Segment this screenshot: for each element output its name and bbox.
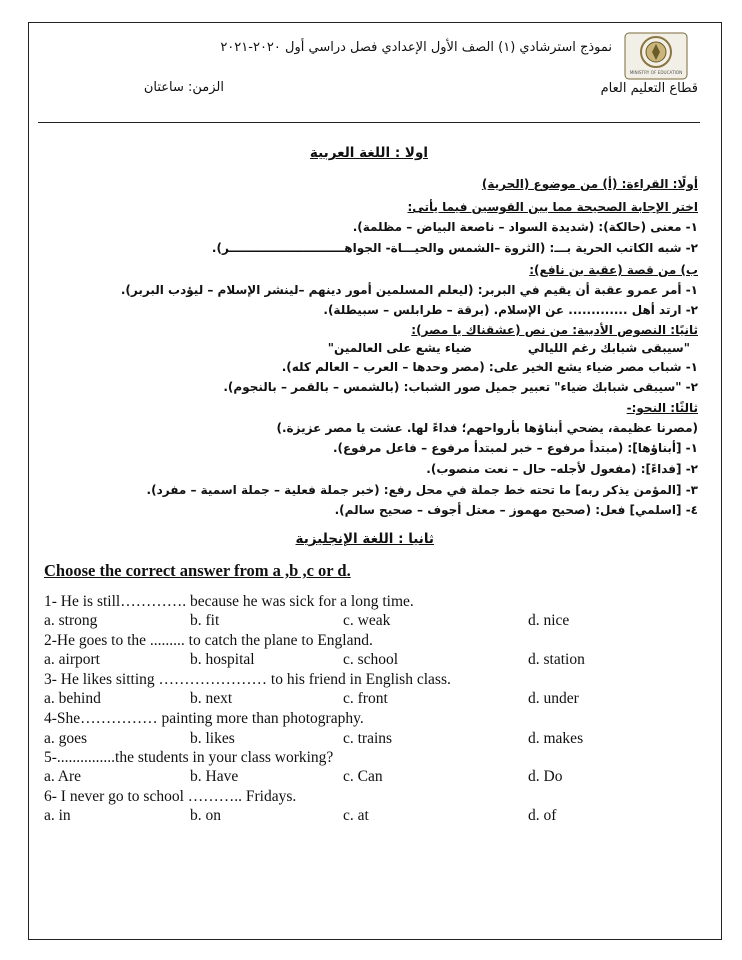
option-b: b. on (190, 807, 221, 824)
question-text: 4-She…………… painting more than photography. (44, 710, 364, 727)
question-text: 1- He is still…………. because he was sick for a long time. (44, 593, 414, 610)
option-a: a. Are (44, 768, 82, 785)
arabic-section-title: اولا : اللغة العربية (309, 145, 428, 161)
option-a: a. behind (44, 690, 101, 707)
reading-title: أولًا: القراءة: (أ) من موضوع (الحرية) (481, 177, 698, 191)
option-d: d. nice (528, 612, 570, 629)
story-title: ب) من قصة (عقبة بن نافع): (529, 263, 698, 277)
sector-label: قطاع التعليم العام (600, 81, 698, 96)
option-a: a. airport (44, 651, 100, 668)
option-d: d. under (528, 690, 579, 707)
verse-first-hemistich: "سيبقى شبابك رغم الليالي (527, 341, 690, 355)
option-d: d. Do (528, 768, 563, 785)
ministry-logo (624, 32, 688, 80)
question-text: 3- He likes sitting ………………… to his friend in English class. (44, 671, 451, 688)
option-c: c. front (343, 690, 388, 707)
texts-item: ٢- "سيبقى شبابك ضياء" تعبير جميل صور الشباب: (بالشمس – بالقمر – بالنجوم). (223, 380, 698, 394)
english-instruction: Choose the correct answer from a ,b ,c or d. (44, 561, 351, 580)
option-a: a. in (44, 807, 71, 824)
verse-second-hemistich: ضياء يشع على العالمين" (327, 341, 472, 355)
question-text: 2-He goes to the ......... to catch the plane to England. (44, 632, 373, 649)
texts-title: ثانيًا: النصوص الأدبية: من نص (عشقناك يا مصر): (411, 323, 698, 337)
exam-title: نموذج استرشادي (١) الصف الأول الإعدادي فصل دراسي أول ٢٠٢٠-٢٠٢١ (220, 40, 612, 55)
story-item: ٢- ارتد أهل ............. عن الإسلام. (برقة – طرابلس – سبيطلة). (323, 303, 698, 317)
option-d: d. of (528, 807, 557, 824)
option-a: a. goes (44, 730, 88, 747)
option-c: c. school (343, 651, 399, 668)
header-divider (38, 122, 700, 123)
option-b: b. Have (190, 768, 239, 785)
question-text: 5-...............the students in your class working? (44, 749, 334, 766)
option-c: c. at (343, 807, 369, 824)
option-c: c. trains (343, 730, 393, 747)
story-item: ١- أمر عمرو عقبة أن يقيم في البربر: (ليعلم المسلمين أمور دينهم –لينشر الإسلام – ليؤدب البربر). (120, 283, 698, 297)
question-text: 6- I never go to school ……….. Fridays. (44, 788, 297, 805)
option-c: c. Can (343, 768, 383, 785)
texts-item: ١- شباب مصر ضياء يشع الخير على: (مصر وحدها – العرب – العالم كله). (281, 360, 698, 374)
option-b: b. fit (190, 612, 220, 629)
grammar-item: ٣- [المؤمن يذكر ربه] ما تحته خط جملة في محل رفع: (خبر جملة فعلية – جملة اسمية – مفرد). (146, 483, 698, 497)
duration-label: الزمن: ساعتان (143, 80, 224, 95)
reading-item: ٢- شبه الكاتب الحرية بـــ: (الثروة –الشمس والحيـــاة- الجواهــــــــــــــــــــــــــــر). (211, 241, 698, 255)
option-c: c. weak (343, 612, 391, 629)
grammar-sentence: (مصرنا عظيمة، يضحي أبناؤها بأرواحهم؛ فداءً لها. عشت يا مصر عزيزة.) (276, 421, 698, 435)
grammar-item: ١- [أبناؤها]: (مبتدأ مرفوع – خبر لمبتدأ مرفوع – فاعل مرفوع). (332, 441, 698, 455)
grammar-item: ٤- [اسلمي] فعل: (صحيح مهموز – معتل أجوف – صحيح سالم). (334, 503, 698, 517)
english-section-title: ثانيا : اللغة الإنجليزية (295, 531, 434, 547)
option-b: b. next (190, 690, 233, 707)
grammar-item: ٢- [فداءً]: (مفعول لأجله– حال – نعت منصوب). (426, 462, 698, 476)
option-a: a. strong (44, 612, 98, 629)
option-d: d. makes (528, 730, 584, 747)
option-b: b. hospital (190, 651, 255, 668)
svg-text:MINISTRY OF EDUCATION: MINISTRY OF EDUCATION (629, 70, 683, 75)
grammar-title: ثالثًا: النحو:- (626, 401, 698, 415)
option-b: b. likes (190, 730, 235, 747)
reading-item: ١- معنى (حالكة): (شديدة السواد – ناصعة البياض – مظلمة). (352, 220, 698, 234)
option-d: d. station (528, 651, 585, 668)
choose-instruction: اختر الإجابة الصحيحة مما بين القوسين فيما يأتى: (407, 200, 698, 214)
